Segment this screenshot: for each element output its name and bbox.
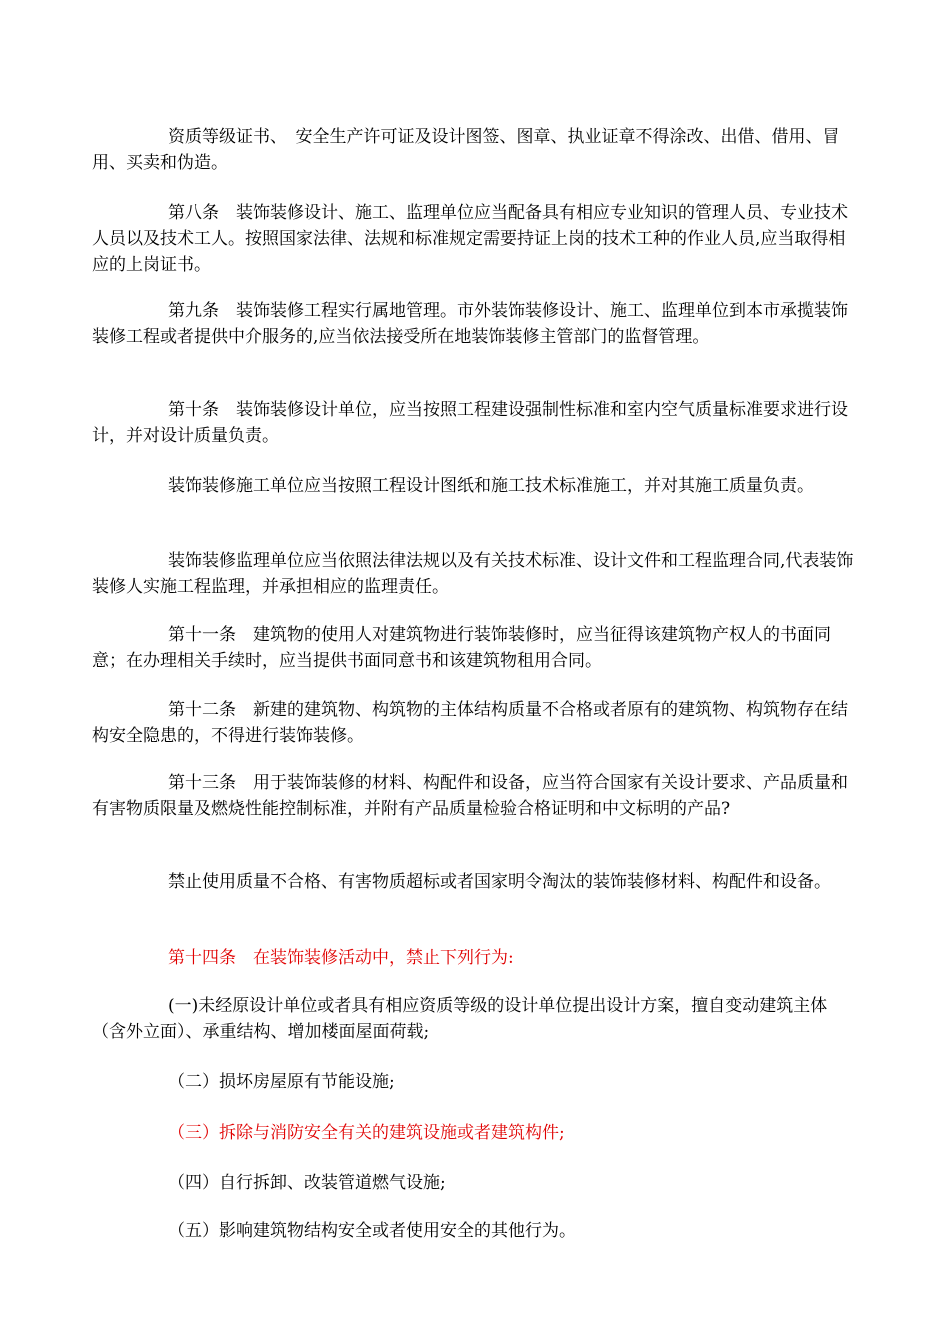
paragraph-qualification-certificates: 资质等级证书、 安全生产许可证及设计图签、图章、执业证章不得涂改、出借、借用、冒用、买卖和伪造。 — [92, 127, 840, 173]
paragraph-article-13: 第十三条 用于装饰装修的材料、构配件和设备，应当符合国家有关设计要求、产品质量和有害物质限量及燃烧性能控制标准，并附有产品质量检验合格证明和中文标明的产品? — [92, 773, 848, 819]
paragraph-item-2: （二）损坏房屋原有节能设施; — [168, 1072, 395, 1092]
paragraph-article-10: 第十条 装饰装修设计单位，应当按照工程建设强制性标准和室内空气质量标准要求进行设计，并对设计质量负责。 — [92, 400, 848, 446]
paragraph-article-8: 第八条 装饰装修设计、施工、监理单位应当配备具有相应专业知识的管理人员、专业技术人员以及技术工人。按照国家法律、法规和标准规定需要持证上岗的技术工种的作业人员,应当取得相应的上岗证书。 — [92, 203, 848, 275]
paragraph-article-14: 第十四条 在装饰装修活动中，禁止下列行为: — [168, 948, 514, 968]
paragraph-item-5: （五）影响建筑物结构安全或者使用安全的其他行为。 — [168, 1221, 576, 1241]
paragraph-construction-unit: 装饰装修施工单位应当按照工程设计图纸和施工技术标准施工，并对其施工质量负责。 — [168, 476, 814, 496]
paragraph-item-1: (一)未经原设计单位或者具有相应资质等级的设计单位提出设计方案，擅自变动建筑主体（含外立面）、承重结构、增加楼面屋面荷载; — [92, 996, 828, 1042]
paragraph-supervision-unit: 装饰装修监理单位应当依照法律法规以及有关技术标准、设计文件和工程监理合同,代表装饰装修人实施工程监理，并承担相应的监理责任。 — [92, 551, 854, 597]
paragraph-article-9: 第九条 装饰装修工程实行属地管理。市外装饰装修设计、施工、监理单位到本市承揽装饰装修工程或者提供中介服务的,应当依法接受所在地装饰装修主管部门的监督管理。 — [92, 301, 848, 347]
paragraph-item-3: （三）拆除与消防安全有关的建筑设施或者建筑构件; — [168, 1123, 565, 1143]
paragraph-prohibition-materials: 禁止使用质量不合格、有害物质超标或者国家明令淘汰的装饰装修材料、构配件和设备。 — [168, 872, 831, 892]
paragraph-article-11: 第十一条 建筑物的使用人对建筑物进行装饰装修时，应当征得该建筑物产权人的书面同意；在办理相关手续时，应当提供书面同意书和该建筑物租用合同。 — [92, 625, 831, 671]
paragraph-item-4: （四）自行拆卸、改装管道燃气设施; — [168, 1173, 446, 1193]
paragraph-article-12: 第十二条 新建的建筑物、构筑物的主体结构质量不合格或者原有的建筑物、构筑物存在结构安全隐患的，不得进行装饰装修。 — [92, 700, 848, 746]
